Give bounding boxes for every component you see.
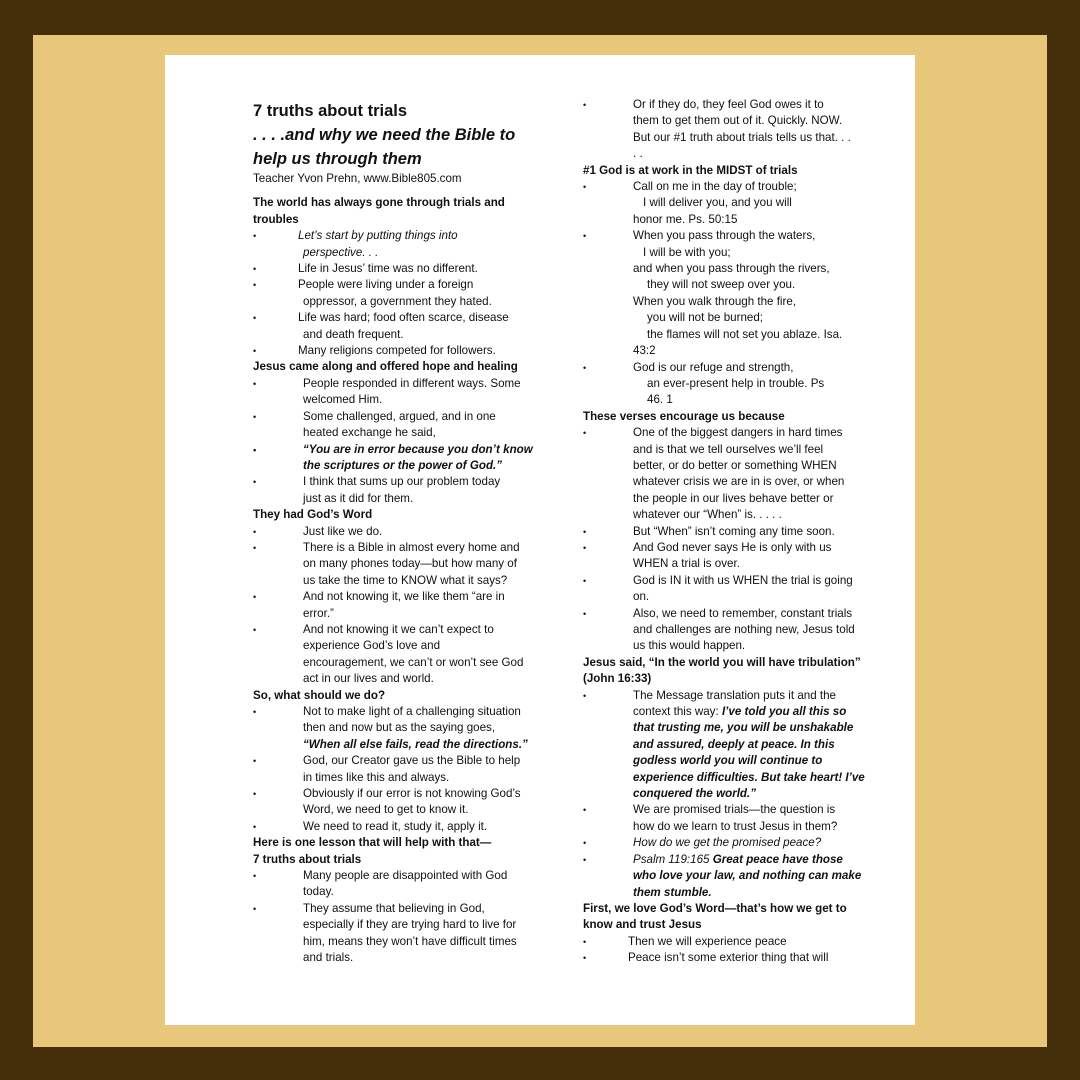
list-item: • Just like we do. <box>253 524 548 540</box>
list-item: • Also, we need to remember, constant trials and challenges are nothing new, Jesus told us this would happen. <box>583 606 883 655</box>
list-item: • Many people are disappointed with God today. <box>253 868 548 901</box>
document-subtitle-line-1: . . . .and why we need the Bible to <box>253 126 516 144</box>
list-item: • Or if they do, they feel God owes it to them to get them out of it. Quickly. NOW. But our #1 truth about trials tells us that. . . . . <box>583 97 883 163</box>
list-item: • One of the biggest dangers in hard times and is that we tell ourselves we’ll feel better, or do better or something WHEN whatever crisis we are in is over, or when the people in our lives behave better or whatever our “When” is. . . . . <box>583 425 883 523</box>
author-line: Teacher Yvon Prehn, www.Bible805.com <box>253 172 462 185</box>
list-item: • And God never says He is only with us WHEN a trial is over. <box>583 540 883 573</box>
list-item: • There is a Bible in almost every home and on many phones today—but how many of us take the time to KNOW what it says? <box>253 540 548 589</box>
list-item: • And not knowing it, we like them “are in error.” <box>253 589 548 622</box>
list-item: • Some challenged, argued, and in one heated exchange he said, <box>253 409 548 442</box>
list-item: • Life was hard; food often scarce, disease and death frequent. <box>253 310 548 343</box>
heading-truth-1: #1 God is at work in the MIDST of trials <box>583 163 798 177</box>
list-item: • People were living under a foreign oppressor, a government they hated. <box>253 277 548 310</box>
document-page <box>165 55 915 1025</box>
heading-one-lesson: Here is one lesson that will help with that— 7 truths about trials <box>253 836 492 866</box>
list-item: • God is our refuge and strength, an ever-present help in trouble. Ps 46. 1 <box>583 360 883 409</box>
list-item: • “You are in error because you don’t know the scriptures or the power of God.” <box>253 442 548 475</box>
document-title: 7 truths about trials <box>253 102 408 120</box>
heading-what-should-we-do: So, what should we do? <box>253 688 386 702</box>
heading-first-love-word: First, we love God’s Word—that’s how we get to know and trust Jesus <box>583 901 847 932</box>
heading-verses-encourage: These verses encourage us because <box>583 409 785 423</box>
list-item: • Peace isn’t some exterior thing that will <box>583 950 883 966</box>
list-item: • Life in Jesus’ time was no different. <box>253 261 548 277</box>
list-item: • But “When” isn’t coming any time soon. <box>583 524 883 540</box>
list-item: • Not to make light of a challenging situation then and now but as the saying goes, “When all else fails, read the directions.” <box>253 704 548 753</box>
list-item: • Let’s start by putting things into perspective. . . <box>253 228 548 261</box>
list-item: • God is IN it with us WHEN the trial is going on. <box>583 573 883 606</box>
list-item: • Many religions competed for followers. <box>253 343 548 359</box>
list-item: • When you pass through the waters, I will be with you; and when you pass through the rivers, they will not sweep over you. When you walk through the fire, you will not be burned; the flames will not set you ablaze. Isa. 43:2 <box>583 228 883 359</box>
list-item: • Psalm 119:165 Great peace have those who love your law, and nothing can make them stumble. <box>583 852 883 901</box>
list-item: • And not knowing it we can’t expect to experience God’s love and encouragement, we can’t or won’t see God act in our lives and world. <box>253 622 548 688</box>
list-item: • They assume that believing in God, especially if they are trying hard to live for him, means they won’t have difficult times and trials. <box>253 901 548 967</box>
list-item: • How do we get the promised peace? <box>583 835 883 851</box>
list-item: • Obviously if our error is not knowing God’s Word, we need to get to know it. <box>253 786 548 819</box>
heading-jesus-hope: Jesus came along and offered hope and healing <box>253 360 518 374</box>
list-item: • Call on me in the day of trouble; I will deliver you, and you will honor me. Ps. 50:15 <box>583 179 883 228</box>
list-item: • I think that sums up our problem today just as it did for them. <box>253 474 548 507</box>
list-item: • Then we will experience peace <box>583 934 883 950</box>
list-item: • People responded in different ways. Some welcomed Him. <box>253 376 548 409</box>
list-item: • The Message translation puts it and the context this way: I’ve told you all this so that trusting me, you will be unshakable and assured, deeply at peace. In this godless world you will continue to experience difficulties. But take heart! I’ve conquered the world.” <box>583 688 883 803</box>
document-subtitle-line-2: help us through them <box>253 150 422 168</box>
heading-jesus-said: Jesus said, “In the world you will have tribulation” (John 16:33) <box>583 655 861 686</box>
right-column <box>583 97 883 967</box>
list-item: • God, our Creator gave us the Bible to help in times like this and always. <box>253 753 548 786</box>
list-item: • We are promised trials—the question is how do we learn to trust Jesus in them? <box>583 802 883 835</box>
list-item: • We need to read it, study it, apply it. <box>253 819 548 835</box>
heading-gods-word: They had God’s Word <box>253 508 373 522</box>
left-column <box>253 99 548 967</box>
heading-world-trials: The world has always gone through trials and troubles <box>253 196 505 226</box>
